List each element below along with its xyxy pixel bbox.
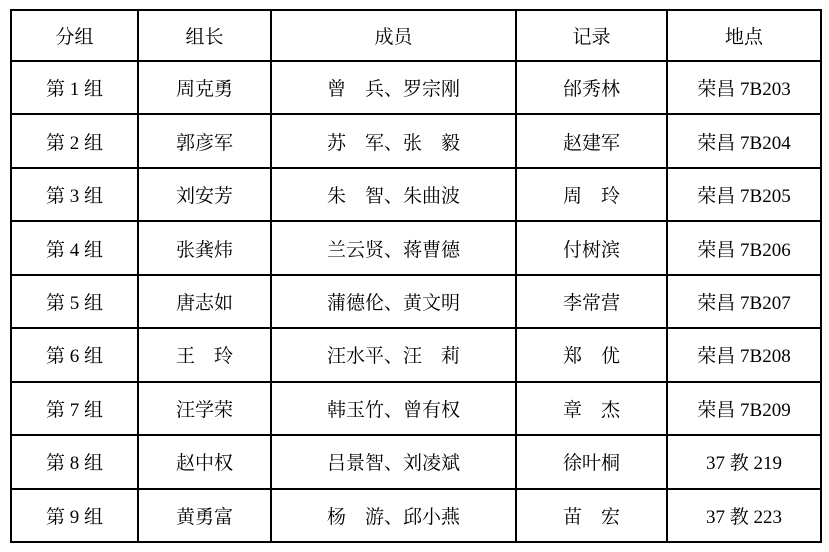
cell-leader: 周克勇 <box>138 61 271 114</box>
cell-members: 兰云贤、蒋曹德 <box>271 221 516 274</box>
table-row <box>11 435 821 488</box>
cell-group: 第 9 组 <box>11 489 138 543</box>
column-header-group: 分组 <box>11 10 138 61</box>
cell-members: 苏 军、张 毅 <box>271 114 516 167</box>
cell-group: 第 2 组 <box>11 114 138 167</box>
table-row <box>11 382 821 435</box>
cell-members: 韩玉竹、曾有权 <box>271 382 516 435</box>
cell-group: 第 3 组 <box>11 168 138 221</box>
cell-recorder: 赵建军 <box>516 114 667 167</box>
cell-location: 荣昌 7B208 <box>667 328 821 381</box>
cell-location: 荣昌 7B207 <box>667 275 821 328</box>
cell-group: 第 6 组 <box>11 328 138 381</box>
table-row <box>11 61 821 114</box>
cell-members: 曾 兵、罗宗刚 <box>271 61 516 114</box>
cell-leader: 唐志如 <box>138 275 271 328</box>
table-row <box>11 275 821 328</box>
cell-leader: 汪学荣 <box>138 382 271 435</box>
cell-location: 荣昌 7B205 <box>667 168 821 221</box>
cell-group: 第 8 组 <box>11 435 138 488</box>
cell-location: 荣昌 7B203 <box>667 61 821 114</box>
column-header-location: 地点 <box>667 10 821 61</box>
cell-leader: 王 玲 <box>138 328 271 381</box>
cell-location: 荣昌 7B206 <box>667 221 821 274</box>
cell-recorder: 周 玲 <box>516 168 667 221</box>
cell-recorder: 章 杰 <box>516 382 667 435</box>
table-row <box>11 328 821 381</box>
cell-leader: 刘安芳 <box>138 168 271 221</box>
cell-location: 荣昌 7B204 <box>667 114 821 167</box>
table-row <box>11 168 821 221</box>
cell-members: 吕景智、刘凌斌 <box>271 435 516 488</box>
cell-members: 蒲德伦、黄文明 <box>271 275 516 328</box>
cell-group: 第 7 组 <box>11 382 138 435</box>
cell-group: 第 5 组 <box>11 275 138 328</box>
cell-group: 第 1 组 <box>11 61 138 114</box>
cell-members: 汪水平、汪 莉 <box>271 328 516 381</box>
cell-leader: 郭彦军 <box>138 114 271 167</box>
cell-leader: 黄勇富 <box>138 489 271 543</box>
column-header-leader: 组长 <box>138 10 271 61</box>
cell-group: 第 4 组 <box>11 221 138 274</box>
cell-recorder: 苗 宏 <box>516 489 667 543</box>
groups-table <box>10 9 822 543</box>
table-row <box>11 221 821 274</box>
cell-recorder: 李常营 <box>516 275 667 328</box>
cell-location: 荣昌 7B209 <box>667 382 821 435</box>
cell-location: 37 教 223 <box>667 489 821 543</box>
cell-members: 杨 游、邱小燕 <box>271 489 516 543</box>
cell-recorder: 付树滨 <box>516 221 667 274</box>
header-row <box>11 10 821 61</box>
cell-leader: 赵中权 <box>138 435 271 488</box>
table-row <box>11 114 821 167</box>
cell-recorder: 徐叶桐 <box>516 435 667 488</box>
cell-recorder: 郑 优 <box>516 328 667 381</box>
cell-members: 朱 智、朱曲波 <box>271 168 516 221</box>
cell-recorder: 邰秀林 <box>516 61 667 114</box>
cell-leader: 张龚炜 <box>138 221 271 274</box>
cell-location: 37 教 219 <box>667 435 821 488</box>
table-row <box>11 489 821 543</box>
column-header-recorder: 记录 <box>516 10 667 61</box>
column-header-members: 成员 <box>271 10 516 61</box>
